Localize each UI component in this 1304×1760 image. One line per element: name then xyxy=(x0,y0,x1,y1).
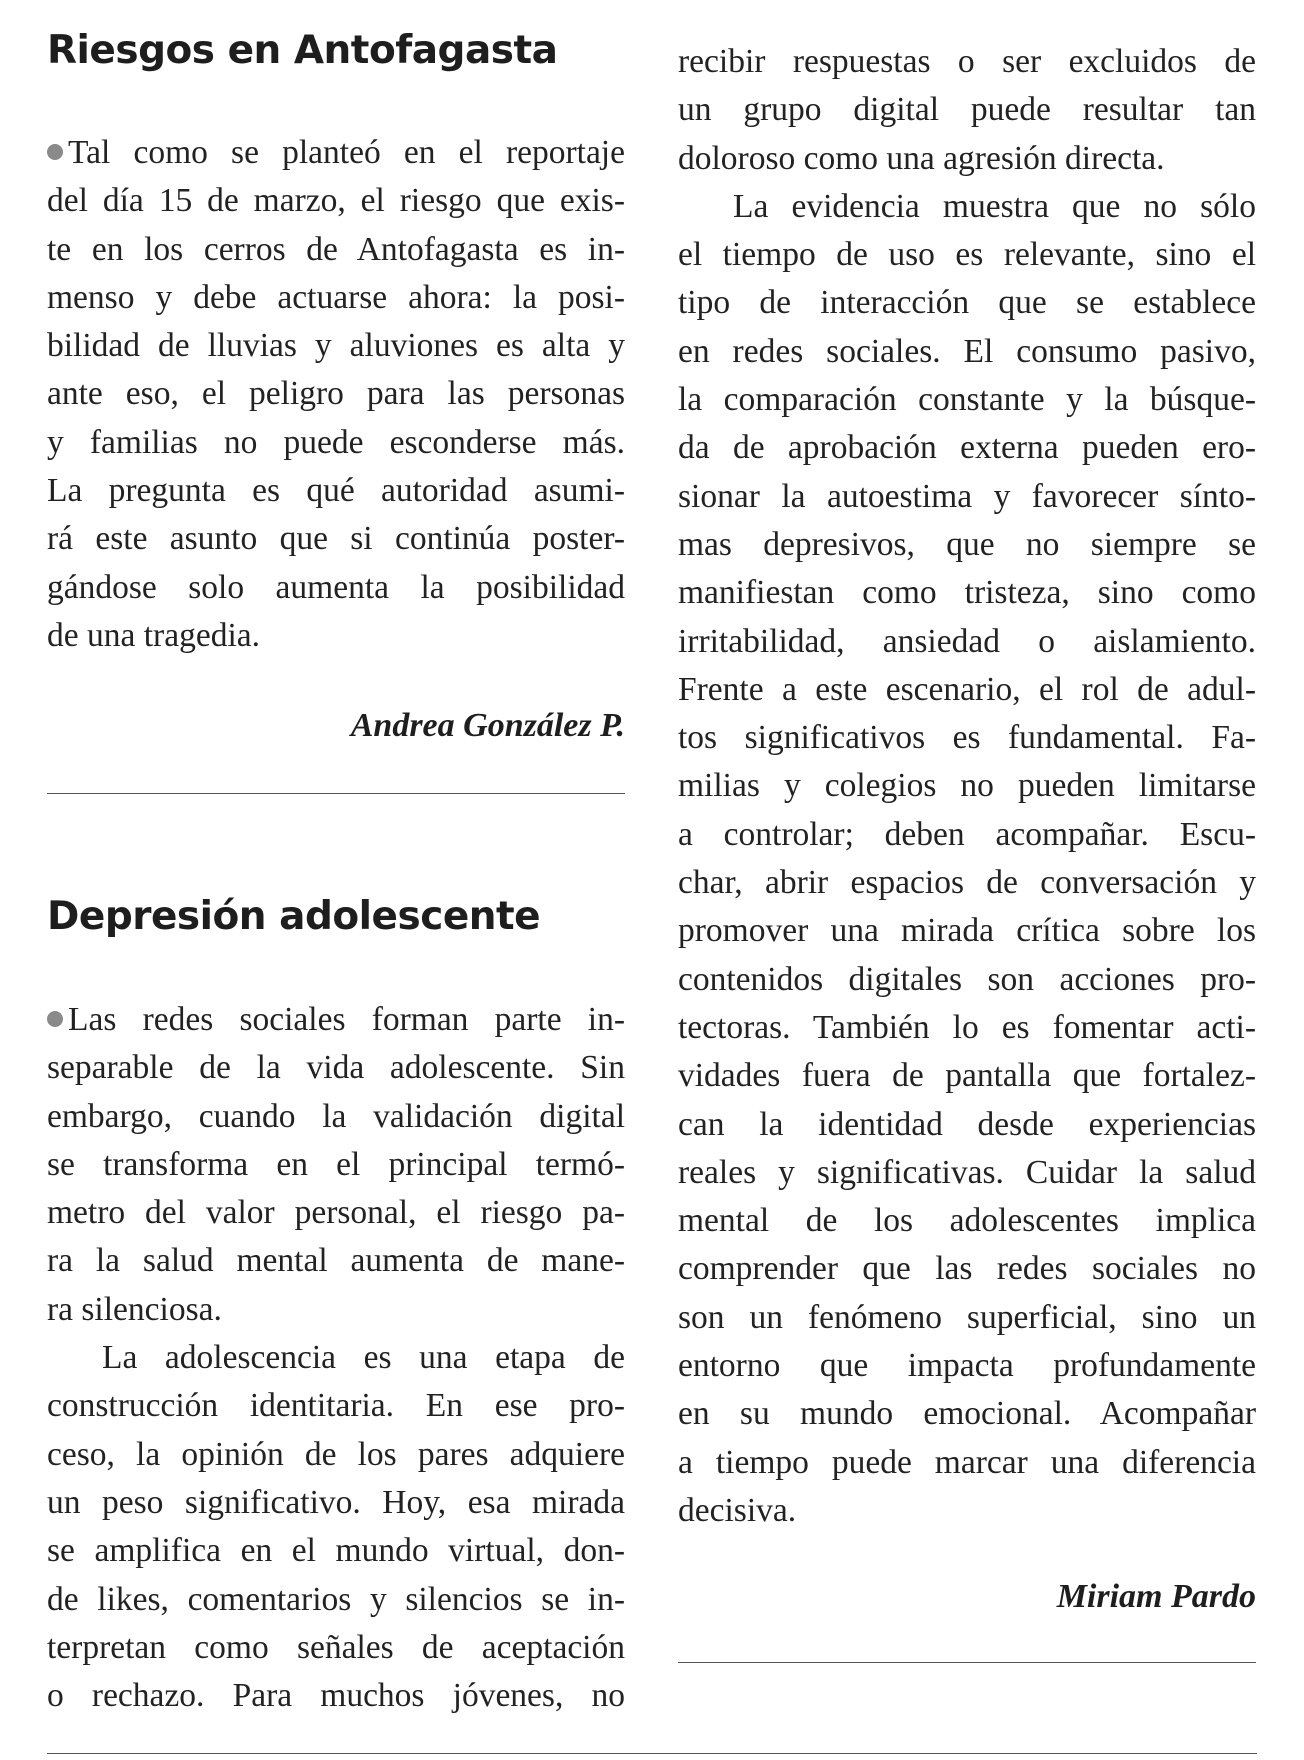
text-line: mental de los adolescentes implica xyxy=(678,1202,1256,1240)
text-line: La evidencia muestra que no sólo xyxy=(733,187,1256,225)
section-divider xyxy=(47,793,625,794)
section-divider xyxy=(678,1662,1256,1663)
text-line: un peso significativo. Hoy, esa mirada xyxy=(47,1483,625,1521)
text-line: Las redes sociales forman parte in- xyxy=(47,996,625,1044)
text-line: en redes sociales. El consumo pasivo, xyxy=(678,332,1256,370)
text-line: entorno que impacta profundamente xyxy=(678,1347,1256,1385)
article-body-depresion-left xyxy=(47,996,625,1720)
text-line: La pregunta es qué autoridad asumi- xyxy=(47,472,625,510)
text-line: de likes, comentarios y silencios se in- xyxy=(47,1580,625,1618)
article-body-depresion-right xyxy=(678,38,1256,1535)
text-line: recibir respuestas o ser excluidos de xyxy=(678,43,1256,80)
text-line: y familias no puede esconderse más. xyxy=(47,423,625,461)
text-line: doloroso como una agresión directa. xyxy=(678,139,1165,177)
text-line: embargo, cuando la validación digital xyxy=(47,1097,625,1135)
text-line: separable de la vida adolescente. Sin xyxy=(47,1049,625,1087)
text-line: en su mundo emocional. Acompañar xyxy=(678,1395,1256,1433)
text-line: Frente a este escenario, el rol de adul- xyxy=(678,670,1256,708)
text-line: tectoras. También lo es fomentar acti- xyxy=(678,1008,1256,1046)
text-line: ra silenciosa. xyxy=(47,1290,222,1328)
text-line: construcción identitaria. En ese pro- xyxy=(47,1387,625,1425)
text-line: da de aprobación externa pueden ero- xyxy=(678,429,1256,467)
text-line: metro del valor personal, el riesgo pa- xyxy=(47,1194,625,1232)
text-line: manifiestan como tristeza, sino como xyxy=(678,574,1256,612)
text-line: del día 15 de marzo, el riesgo que exis- xyxy=(47,182,625,220)
article-title-depresion: Depresión adolescente xyxy=(47,894,541,939)
text-line: promover una mirada crítica sobre los xyxy=(678,912,1256,950)
text-line: son un fenómeno superficial, sino un xyxy=(678,1298,1256,1336)
text-line: a controlar; deben acompañar. Escu- xyxy=(678,815,1256,853)
text-line: rá este asunto que si continúa poster- xyxy=(47,520,625,558)
text-line: se amplifica en el mundo virtual, don- xyxy=(47,1532,625,1570)
text-line: comprender que las redes sociales no xyxy=(678,1250,1256,1288)
text-line: La adolescencia es una etapa de xyxy=(102,1339,625,1377)
author-signature-miriam: Miriam Pardo xyxy=(1056,1578,1256,1615)
text-line: bilidad de lluvias y aluviones es alta y xyxy=(47,327,625,365)
text-line: can la identidad desde experiencias xyxy=(678,1105,1256,1143)
text-line: la comparación constante y la búsque- xyxy=(678,381,1256,419)
article-title-riesgos: Riesgos en Antofagasta xyxy=(47,28,558,73)
text-line: sionar la autoestima y favorecer sínto- xyxy=(678,477,1256,515)
article-body-riesgos xyxy=(47,129,625,660)
text-line: mas depresivos, que no siempre se xyxy=(678,525,1256,563)
text-line: ra la salud mental aumenta de mane- xyxy=(47,1242,625,1280)
text-line: milias y colegios no pueden limitarse xyxy=(678,767,1256,805)
text-line: a tiempo puede marcar una diferencia xyxy=(678,1443,1256,1481)
bullet-icon xyxy=(47,144,63,160)
text-line: terpretan como señales de aceptación xyxy=(47,1628,625,1666)
text-line: reales y significativas. Cuidar la salud xyxy=(678,1153,1256,1191)
text-line: ante eso, el peligro para las personas xyxy=(47,375,625,413)
text-line: menso y debe actuarse ahora: la posi- xyxy=(47,278,625,316)
text-line: vidades fuera de pantalla que fortalez- xyxy=(678,1057,1256,1095)
text-line: ceso, la opinión de los pares adquiere xyxy=(47,1435,625,1473)
text-line: de una tragedia. xyxy=(47,616,260,654)
text-line: un grupo digital puede resultar tan xyxy=(678,91,1256,129)
page-bottom-rule xyxy=(47,1753,1257,1754)
bullet-icon xyxy=(47,1011,63,1027)
text-line: se transforma en el principal termó- xyxy=(47,1145,625,1183)
text-line: tos significativos es fundamental. Fa- xyxy=(678,719,1256,757)
text-line: te en los cerros de Antofagasta es in- xyxy=(47,230,625,268)
text-line: el tiempo de uso es relevante, sino el xyxy=(678,236,1256,274)
text-line: tipo de interacción que se establece xyxy=(678,284,1256,322)
text-line: gándose solo aumenta la posibilidad xyxy=(47,568,625,606)
text-line: contenidos digitales son acciones pro- xyxy=(678,960,1256,998)
text-line: o rechazo. Para muchos jóvenes, no xyxy=(47,1677,625,1715)
author-signature-andrea: Andrea González P. xyxy=(350,707,625,744)
text-line: decisiva. xyxy=(678,1491,797,1529)
text-line: char, abrir espacios de conversación y xyxy=(678,864,1256,902)
text-line: Tal como se planteó en el reportaje xyxy=(47,129,625,177)
text-line: irritabilidad, ansiedad o aislamiento. xyxy=(678,622,1256,660)
